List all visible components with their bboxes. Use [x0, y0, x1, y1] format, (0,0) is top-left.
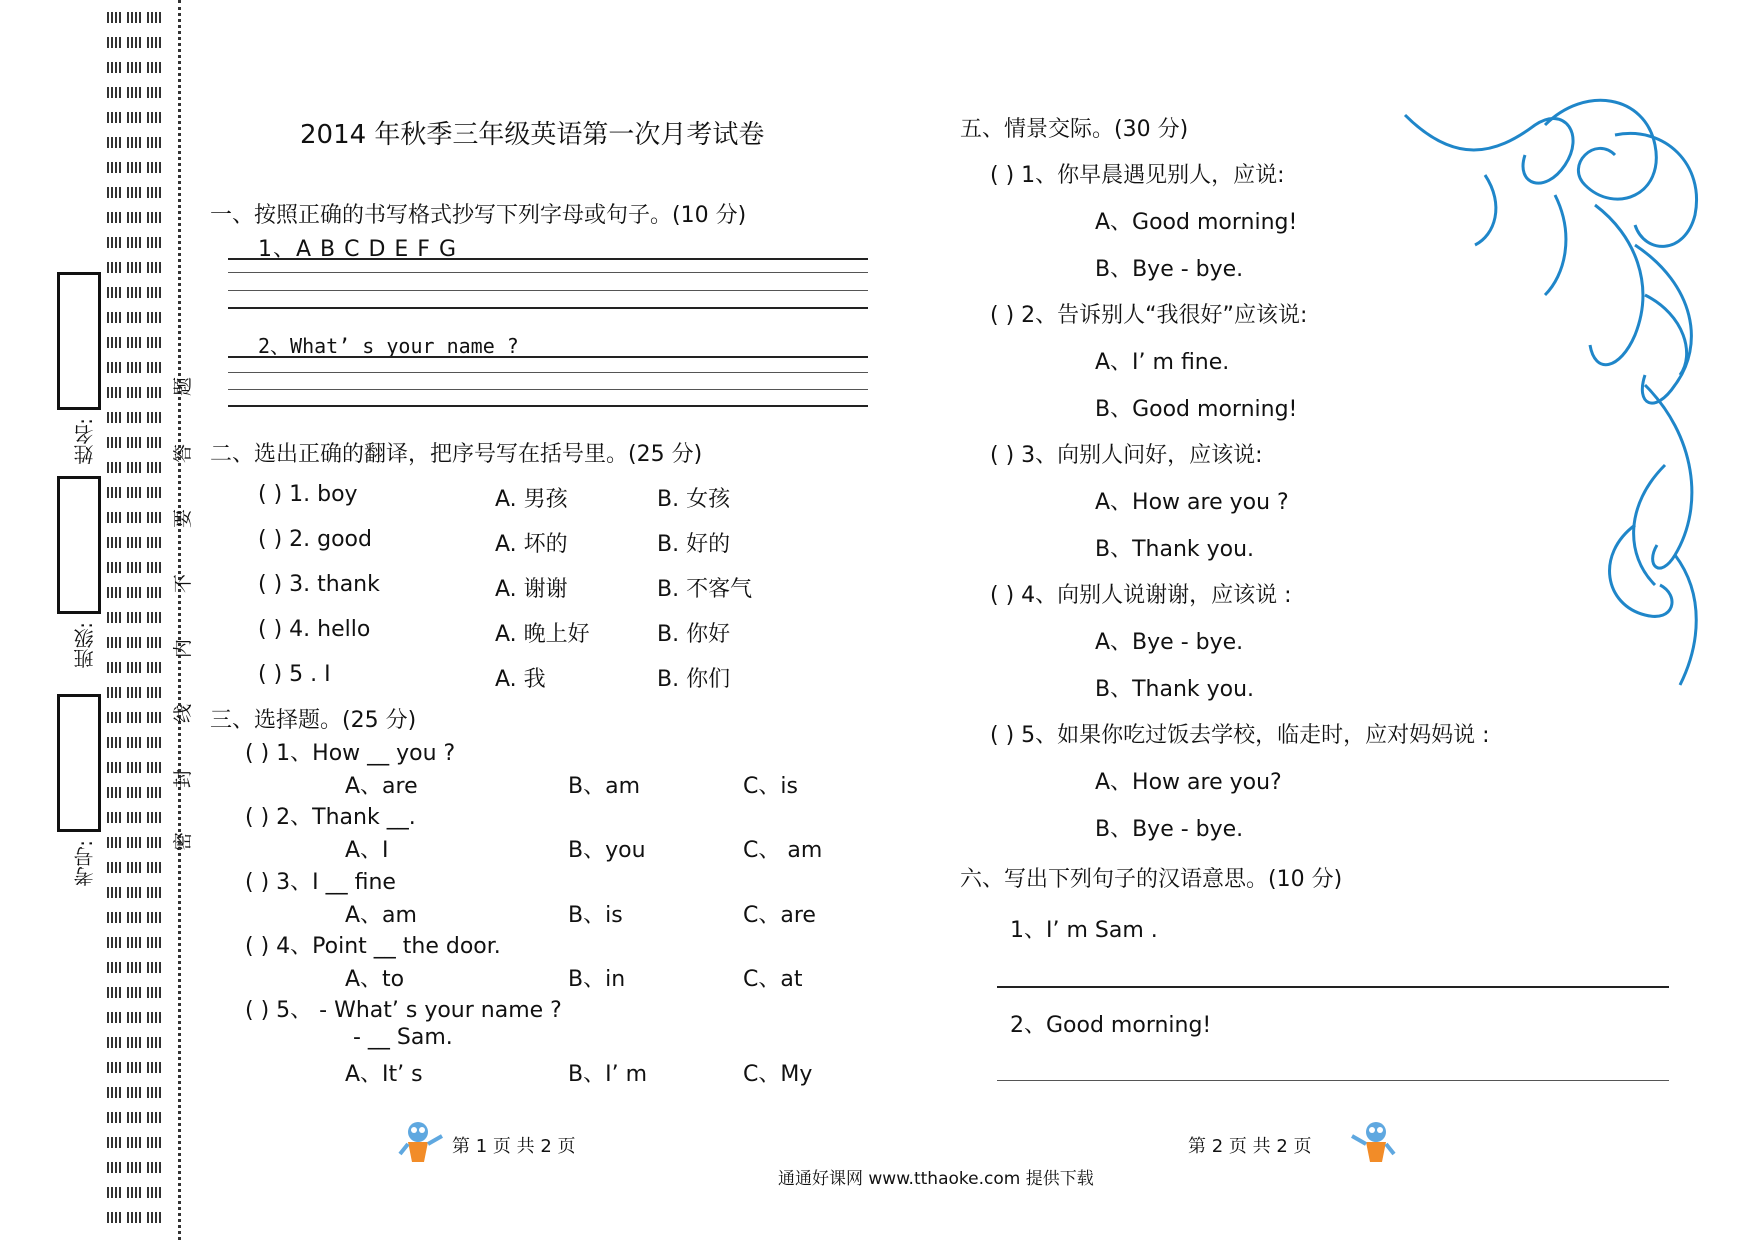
option-a: A、How are you ? — [1095, 490, 1289, 515]
seal-char: 题 — [172, 376, 195, 397]
option-b: B、you — [568, 838, 646, 863]
section6-heading: 六、写出下列句子的汉语意思。(10 分) — [960, 867, 1343, 892]
option-b: B、Bye - bye. — [1095, 257, 1244, 282]
choice-question: ( ) 5、 - What’ s your name ? — [245, 998, 562, 1023]
seal-char: 答 — [172, 443, 195, 464]
option-b: B. 你们 — [657, 667, 731, 692]
translation-question: ( ) 4. hello — [258, 617, 371, 642]
page1-number: 第 1 页 共 2 页 — [452, 1136, 576, 1157]
xingming-box[interactable] — [57, 272, 101, 410]
answer-line — [997, 1080, 1669, 1081]
option-a: A、Bye - bye. — [1095, 630, 1244, 655]
option-b: B. 好的 — [657, 532, 731, 557]
translation-question: ( ) 2. good — [258, 527, 372, 552]
choice-question: ( ) 3、I __ fine — [245, 870, 396, 895]
option-a: A、How are you? — [1095, 770, 1282, 795]
option-c: C、is — [743, 774, 798, 799]
option-a: A. 我 — [495, 667, 546, 692]
option-a: A、It’ s — [345, 1062, 423, 1087]
choice-question-reply: - __ Sam. — [353, 1025, 453, 1050]
option-b: B、is — [568, 903, 623, 928]
exam-title: 2014 年秋季三年级英语第一次月考试卷 — [300, 120, 765, 150]
flower-decoration — [1395, 85, 1725, 695]
section5-heading: 五、情景交际。(30 分) — [960, 117, 1189, 142]
cartoon-mascot-icon — [1350, 1118, 1396, 1168]
section6-item1: 1、I’ m Sam . — [1010, 918, 1158, 943]
seal-char: 要 — [172, 508, 195, 529]
section2-heading: 二、选出正确的翻译，把序号写在括号里。(25 分) — [210, 442, 703, 467]
option-a: A. 谢谢 — [495, 577, 568, 602]
option-b: B、Bye - bye. — [1095, 817, 1244, 842]
situation-question: ( ) 2、告诉别人“我很好”应该说: — [990, 303, 1308, 328]
option-b: B、in — [568, 967, 626, 992]
banji-box[interactable] — [57, 476, 101, 614]
translation-question: ( ) 5 . I — [258, 662, 331, 687]
choice-question: ( ) 2、Thank __. — [245, 805, 416, 830]
option-a: A、I’ m fine. — [1095, 350, 1230, 375]
option-a: A、Good morning! — [1095, 210, 1298, 235]
option-a: A. 男孩 — [495, 487, 568, 512]
option-a: A、am — [345, 903, 417, 928]
section1-item2: 2、What’ s your name ? — [258, 334, 519, 358]
binding-barcode-strip — [107, 0, 163, 1240]
option-a: A、to — [345, 967, 405, 992]
writing-line — [228, 272, 868, 273]
writing-line — [228, 389, 868, 390]
section1-item1: 1、A B C D E F G — [258, 237, 458, 262]
situation-question: ( ) 4、向别人说谢谢，应该说 : — [990, 583, 1292, 608]
writing-line — [228, 405, 868, 407]
section3-heading: 三、选择题。(25 分) — [210, 708, 417, 733]
option-b: B、Thank you. — [1095, 537, 1255, 562]
option-c: C、 am — [743, 838, 823, 863]
situation-question: ( ) 3、向别人问好，应该说: — [990, 443, 1263, 468]
banji-label: 班级: — [73, 622, 97, 669]
writing-line — [228, 372, 868, 373]
answer-line — [997, 986, 1669, 988]
option-b: B、am — [568, 774, 641, 799]
page2-number: 第 2 页 共 2 页 — [1188, 1136, 1312, 1157]
option-a: A. 晚上好 — [495, 622, 590, 647]
footer-credit: 通通好课网 www.tthaoke.com 提供下载 — [778, 1169, 1094, 1189]
writing-line — [228, 356, 868, 358]
choice-question: ( ) 4、Point __ the door. — [245, 934, 501, 959]
option-c: C、at — [743, 967, 803, 992]
binding-dotted-line — [178, 0, 181, 1240]
seal-char: 内 — [172, 638, 195, 659]
option-c: C、are — [743, 903, 816, 928]
translation-question: ( ) 1. boy — [258, 482, 358, 507]
writing-line — [228, 307, 868, 309]
section6-item2: 2、Good morning! — [1010, 1013, 1212, 1038]
writing-line — [228, 290, 868, 291]
seal-char: 线 — [172, 703, 195, 724]
seal-char: 不 — [172, 573, 195, 594]
option-b: B、Thank you. — [1095, 677, 1255, 702]
section1-heading: 一、按照正确的书写格式抄写下列字母或句子。(10 分) — [210, 203, 747, 228]
option-a: A、are — [345, 774, 418, 799]
kaohao-box[interactable] — [57, 694, 101, 832]
option-c: C、My — [743, 1062, 813, 1087]
situation-question: ( ) 1、你早晨遇见别人，应说: — [990, 163, 1285, 188]
choice-question: ( ) 1、How __ you ? — [245, 741, 456, 766]
option-b: B. 你好 — [657, 622, 731, 647]
seal-char: 封 — [172, 768, 195, 789]
option-b: B、Good morning! — [1095, 397, 1298, 422]
option-b: B、I’ m — [568, 1062, 647, 1087]
seal-char: 密 — [172, 831, 195, 852]
writing-line — [228, 258, 868, 260]
translation-question: ( ) 3. thank — [258, 572, 380, 597]
kaohao-label: 考号: — [73, 840, 97, 887]
option-a: A. 坏的 — [495, 532, 568, 557]
option-a: A、I — [345, 838, 389, 863]
option-b: B. 女孩 — [657, 487, 731, 512]
situation-question: ( ) 5、如果你吃过饭去学校，临走时，应对妈妈说 : — [990, 723, 1490, 748]
cartoon-mascot-icon — [398, 1118, 444, 1168]
option-b: B. 不客气 — [657, 577, 753, 602]
xingming-label: 姓名: — [73, 418, 97, 465]
